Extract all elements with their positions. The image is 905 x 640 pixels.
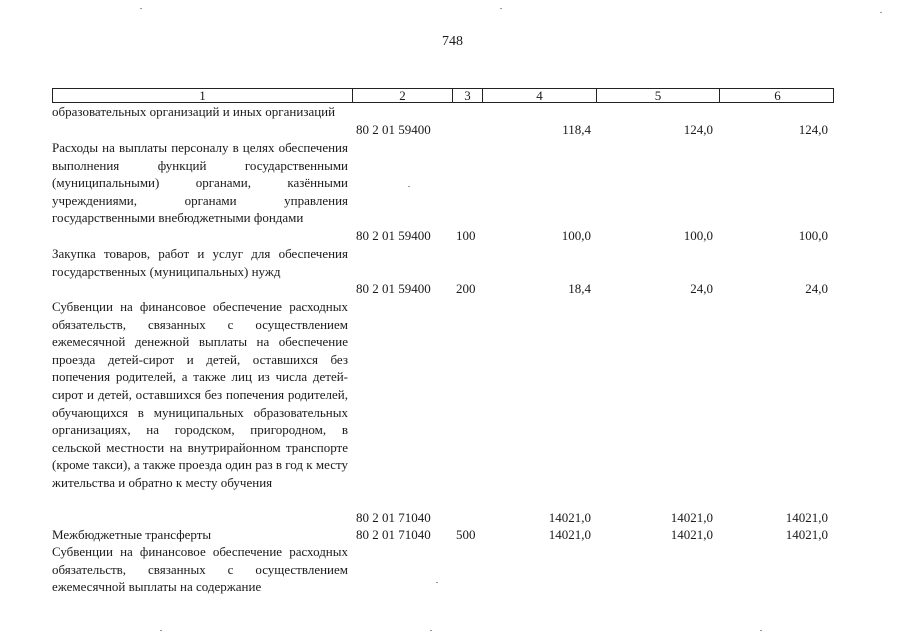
row-description: Субвенции на финансовое обеспечение расходных обязательств, связанных с осуществлением ежемесячной денежной выплаты на обеспечение проезда детей-сирот и детей, оставшихся без попечения родителей, а также лиц из числа детей-сирот и детей, оставшихся без попечения родителей, обучающихся в муниципальных образовательных организациях, на городском, пригородном, в сельской местности на внутрирайонном транспорте (кроме такси), а также проезда один раз в год к месту жительства и обратно к месту обучения [52,299,348,490]
scan-speck [140,8,142,9]
page-number: 748 [442,34,463,49]
row-value-col4: 18,4 [568,281,591,297]
row-description: Расходы на выплаты персоналу в целях обеспечения выполнения функций государственными (муниципальными) органами, казёнными учреждениями, органами управления государственными внебюджетными фондами [52,140,348,226]
row-value-col4: 14021,0 [548,510,591,525]
row-code: 80 2 01 71040 [356,510,431,525]
row-value-col6: 124,0 [798,121,828,137]
row-value-col6: 100,0 [798,228,828,243]
row-description: Субвенции на финансовое обеспечение расходных обязательств, связанных с осуществлением ежемесячной выплаты на содержание [52,544,348,595]
row-value-col4: 14021,0 [548,527,591,542]
row-value-col4: 118,4 [562,121,591,137]
row-value-col5: 124,0 [683,121,713,137]
row-value-col5: 14021,0 [670,527,713,542]
table-header [52,88,834,103]
row-code: 80 2 01 71040 [356,527,431,542]
row-expense-kind: 500 [456,527,476,542]
column-header-5: 5 [597,89,720,102]
row-value-col5: 14021,0 [670,510,713,525]
row-value-col4: 100,0 [561,228,591,243]
column-header-1: 1 [53,89,353,102]
row-expense-kind: 200 [456,281,476,297]
row-expense-kind: 100 [456,228,476,243]
row-value-col5: 24,0 [690,281,713,297]
row-description: Закупка товаров, работ и услуг для обеспечения государственных (муниципальных) нужд [52,246,348,279]
scan-speck [500,8,502,9]
row-description: Межбюджетные трансферты [52,527,212,542]
column-header-2: 2 [353,89,453,102]
scan-speck [160,630,162,631]
row-value-col6: 14021,0 [785,527,828,542]
scan-speck [408,186,410,187]
column-header-3: 3 [453,89,483,102]
column-header-6: 6 [774,88,781,103]
scan-speck [880,12,882,13]
row-description: образовательных организаций и иных организаций [52,104,336,119]
scan-speck [436,582,438,583]
scan-speck [760,630,762,631]
column-header-4: 4 [483,89,597,102]
scan-speck [430,630,432,631]
row-code: 80 2 01 59400 [356,228,431,243]
row-value-col5: 100,0 [683,228,713,243]
row-value-col6: 24,0 [805,281,828,297]
row-code: 80 2 01 59400 [356,281,431,297]
row-code: 80 2 01 59400 [356,121,431,137]
row-value-col6: 14021,0 [785,510,828,525]
